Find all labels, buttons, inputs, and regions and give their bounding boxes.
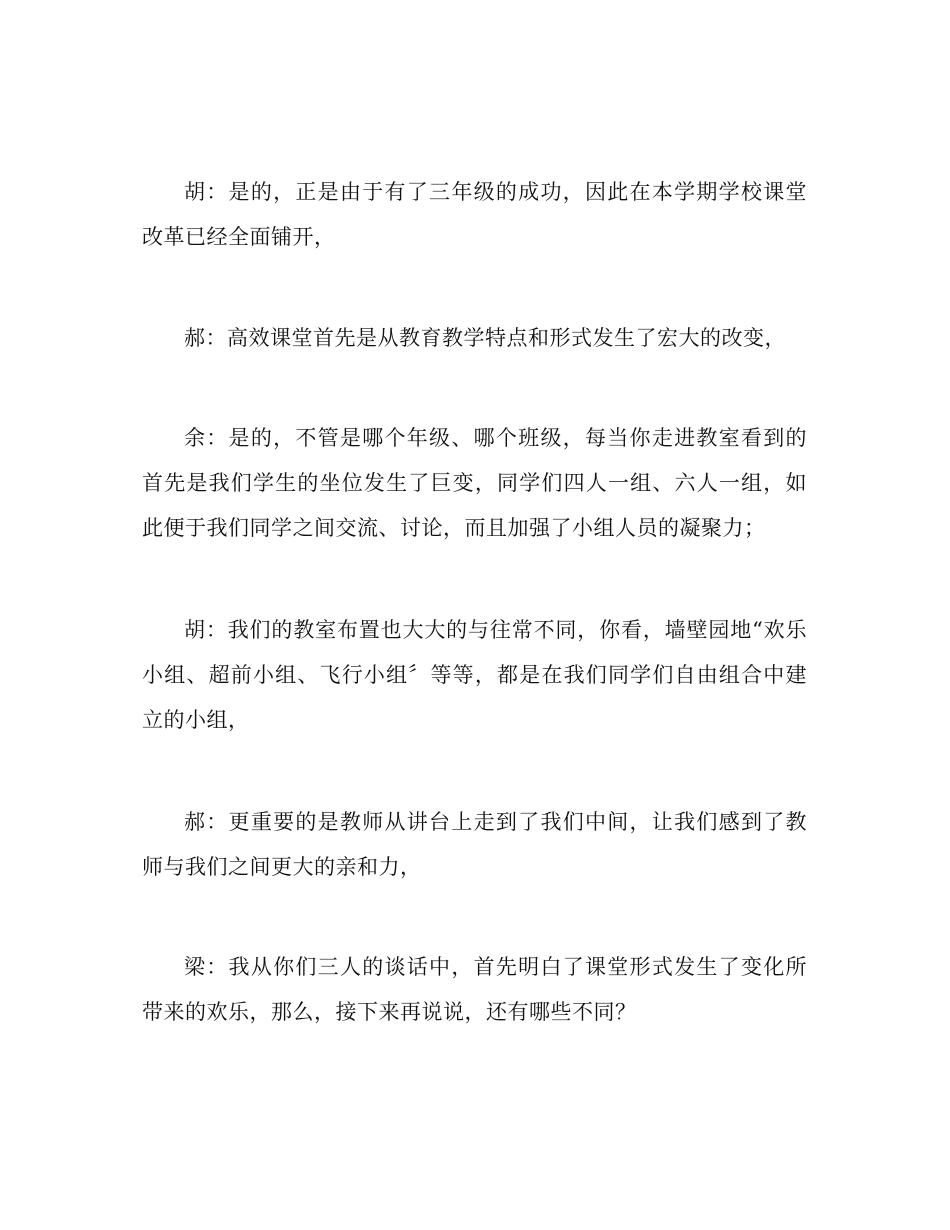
dialogue-paragraph-hu-2: 胡：我们的教室布置也大大的与往常不同，你看，墙壁园地“欢乐小组、超前小组、飞行小组〞等等，都是在我们同学们自由组合中建立的小组， — [142, 618, 807, 732]
dialogue-paragraph-hao-1: 郝：高效课堂首先是从教育教学特点和形式发生了宏大的改变， — [184, 326, 786, 350]
dialogue-paragraph-hao-2: 郝：更重要的是教师从讲台上走到了我们中间，让我们感到了教师与我们之间更大的亲和力， — [142, 810, 807, 879]
dialogue-paragraph-yu-1: 余：是的，不管是哪个年级、哪个班级，每当你走进教室看到的首先是我们学生的坐位发生了巨变，同学们四人一组、六人一组，如此便于我们同学之间交流、讨论，而且加强了小组人员的凝聚力； — [142, 426, 807, 540]
dialogue-paragraph-hu-1: 胡：是的，正是由于有了三年级的成功，因此在本学期学校课堂改革已经全面铺开， — [142, 180, 807, 249]
dialogue-paragraph-liang-1: 梁：我从你们三人的谈话中，首先明白了课堂形式发生了变化所带来的欢乐，那么，接下来再说说，还有哪些不同？ — [142, 955, 807, 1024]
